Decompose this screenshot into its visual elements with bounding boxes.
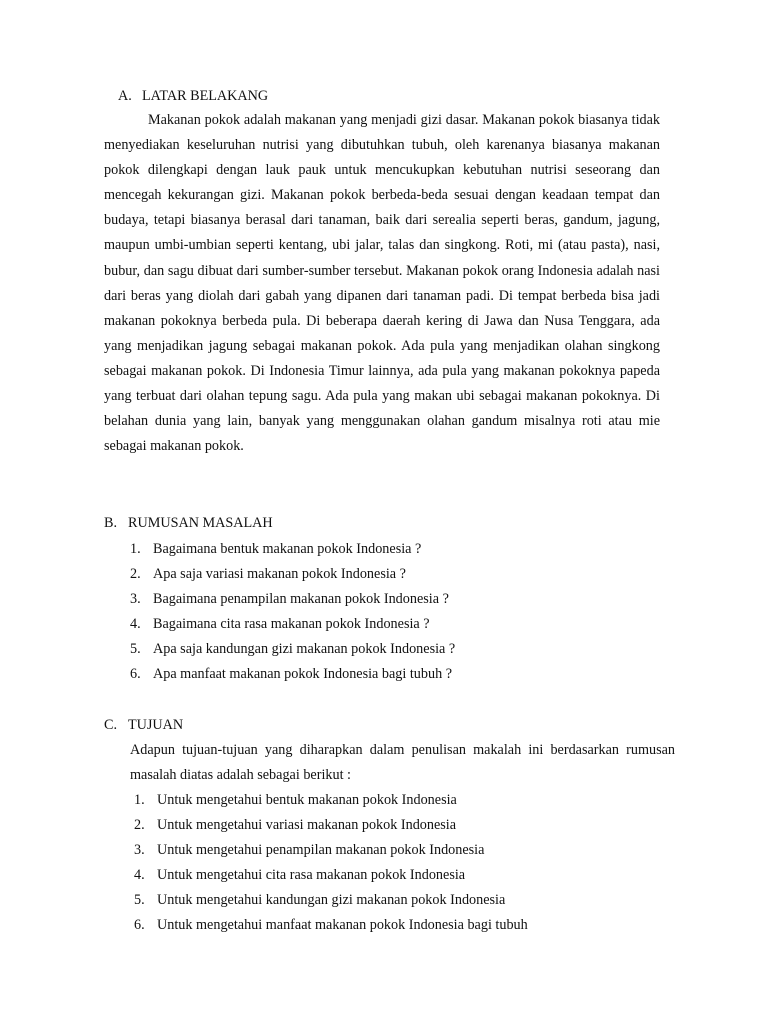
section-a-title: LATAR BELAKANG <box>142 88 269 104</box>
section-a-paragraph-text: Makanan pokok adalah makanan yang menjadi gizi dasar. Makanan pokok biasanya tidak menyediakan keseluruhan nutrisi yang dibutuhkan tubuh, oleh karenanya biasanya makanan pokok dilengkapi dengan lauk pauk untuk mencukupkan kebutuhan nutrisi seseorang dan mencegah kekurangan gizi. Makanan pokok berbeda-beda sesuai dengan keadaan tempat dan budaya, tetapi biasanya berasal dari tanaman, baik dari serealia seperti beras, gandum, jagung, maupun umbi-umbian seperti kentang, ubi jalar, talas dan singkong. Roti, mi (atau pasta), nasi, bubur, dan sagu dibuat dari sumber-sumber tersebut. Makanan pokok orang Indonesia adalah nasi dari beras yang diolah dari gabah yang dipanen dari tanaman padi. Di tempat berbeda bisa jadi makanan pokoknya berbeda pula. Di beberapa daerah kering di Jawa dan Nusa Tenggara, ada yang menjadikan jagung sebagai makanan pokok. Ada pula yang menjadikan olahan singkong sebagai makanan pokok. Di Indonesia Timur lainnya, ada pula yang makanan pokoknya papeda yang terbuat dari olahan tepung sagu. Ada pula yang makan ubi sebagai makanan pokoknya. Di belahan dunia yang lain, banyak yang menggunakan olahan gandum misalnya roti atau mie sebagai makanan pokok. <box>104 112 660 455</box>
section-c-heading <box>104 715 183 735</box>
section-a-heading <box>118 86 268 106</box>
list-item: 5. Apa saja kandungan gizi makanan pokok Indonesia ? <box>130 641 456 657</box>
list-item: 6. Apa manfaat makanan pokok Indonesia bagi tubuh ? <box>130 666 453 682</box>
list-item: 6. Untuk mengetahui manfaat makanan pokok Indonesia bagi tubuh <box>134 917 528 933</box>
list-item: 4. Bagaimana cita rasa makanan pokok Indonesia ? <box>130 616 430 632</box>
objective-list <box>134 790 528 940</box>
problem-list <box>130 539 455 689</box>
list-item: 4. Untuk mengetahui cita rasa makanan pokok Indonesia <box>134 867 466 883</box>
list-item: 3. Untuk mengetahui penampilan makanan pokok Indonesia <box>134 842 485 858</box>
section-a-paragraph <box>104 108 660 459</box>
section-c-intro: Adapun tujuan-tujuan yang diharapkan dalam penulisan makalah ini berdasarkan rumusan masalah diatas adalah sebagai berikut : <box>130 742 675 784</box>
list-item: 1. Untuk mengetahui bentuk makanan pokok Indonesia <box>134 792 457 808</box>
list-item: 5. Untuk mengetahui kandungan gizi makanan pokok Indonesia <box>134 892 506 908</box>
list-item: 1. Bagaimana bentuk makanan pokok Indonesia ? <box>130 541 422 557</box>
list-item: 2. Untuk mengetahui variasi makanan pokok Indonesia <box>134 817 457 833</box>
section-b-letter: B. <box>104 515 118 531</box>
section-b-heading <box>104 513 273 533</box>
section-c-letter: C. <box>104 717 118 733</box>
list-item: 2. Apa saja variasi makanan pokok Indonesia ? <box>130 566 406 582</box>
section-b-title: RUMUSAN MASALAH <box>128 515 273 531</box>
section-a-letter: A. <box>118 88 132 104</box>
list-item: 3. Bagaimana penampilan makanan pokok Indonesia ? <box>130 591 449 607</box>
section-c-title: TUJUAN <box>128 717 184 733</box>
